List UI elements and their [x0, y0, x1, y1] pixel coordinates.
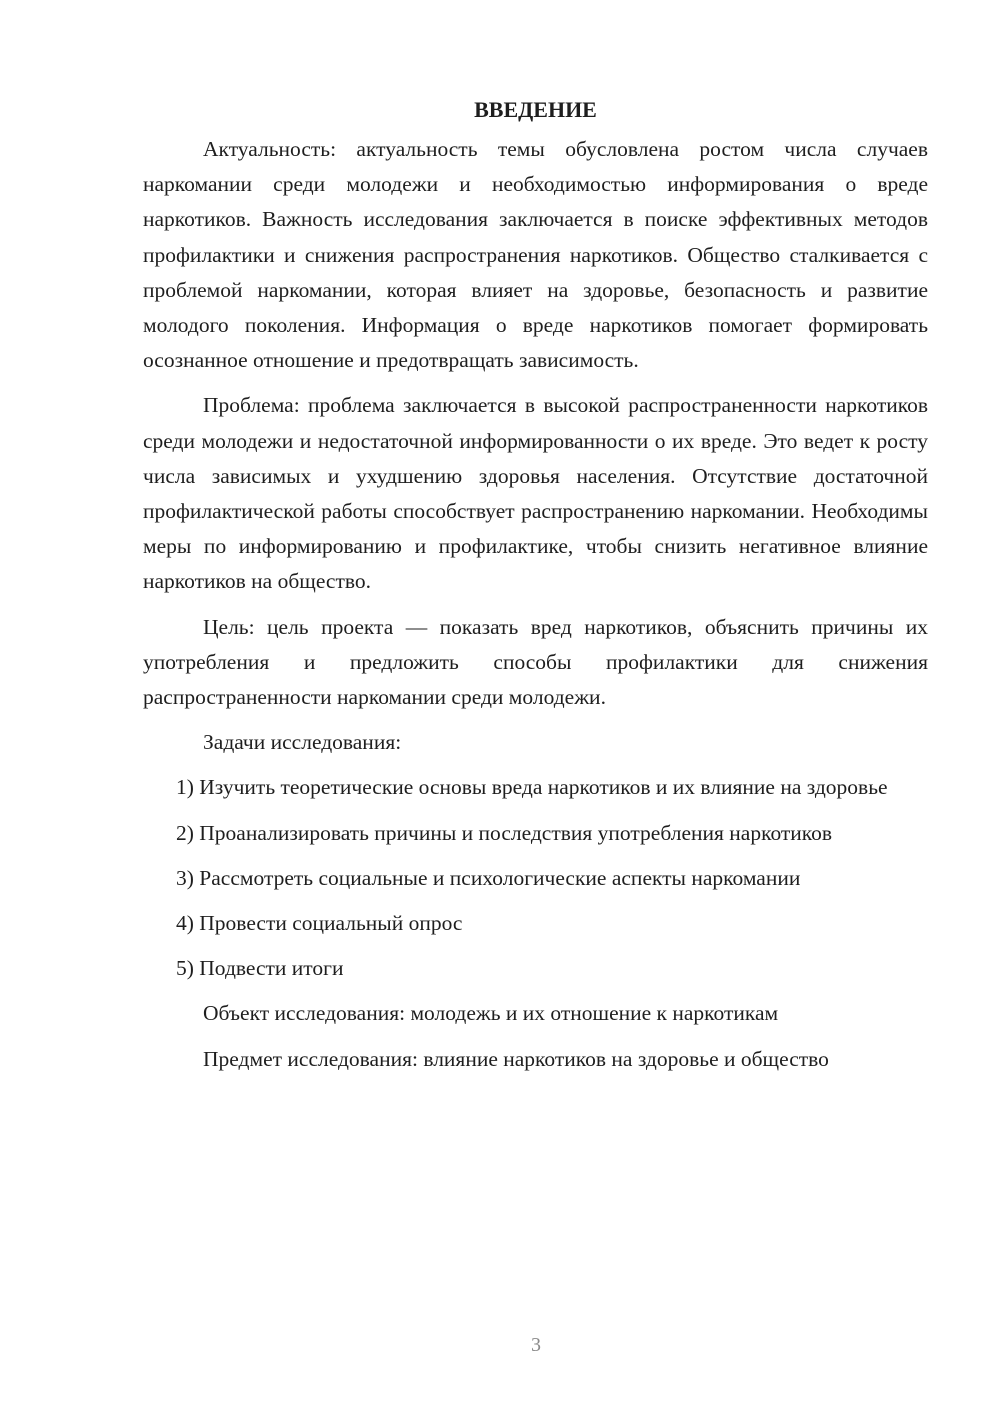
- document-page: [143, 92, 928, 1077]
- page-number: 3: [531, 1334, 541, 1356]
- subject-paragraph: Предмет исследования: влияние наркотиков на здоровье и общество: [203, 1046, 829, 1071]
- task-item-4: 4) Провести социальный опрос: [176, 911, 463, 936]
- task-item-3: 3) Рассмотреть социальные и психологические аспекты наркомании: [176, 865, 801, 890]
- problem-paragraph: Проблема: проблема заключается в высокой распространенности наркотиков среди молодежи и недостаточной информированности о их вреде. Это ведет к росту числа зависимых и ухудшению здоровья населения. Отсутствие достаточной профилактической работы способствует распространению наркомании. Необходимы меры по информированию и профилактике, чтобы снизить негативное влияние наркотиков на общество.: [143, 393, 928, 594]
- relevance-paragraph: Актуальность: актуальность темы обусловлена ростом числа случаев наркомании среди молодежи и необходимостью информирования о вреде наркотиков. Важность исследования заключается в поиске эффективных методов профилактики и снижения распространения наркотиков. Общество сталкивается с проблемой наркомании, которая влияет на здоровье, безопасность и развитие молодого поколения. Информация о вреде наркотиков помогает формировать осознанное отношение и предотвращать зависимость.: [143, 137, 928, 373]
- task-item-2: 2) Проанализировать причины и последствия употребления наркотиков: [176, 820, 833, 845]
- task-item-1: 1) Изучить теоретические основы вреда наркотиков и их влияние на здоровье: [176, 775, 888, 800]
- object-paragraph: Объект исследования: молодежь и их отношение к наркотикам: [203, 1001, 779, 1026]
- goal-paragraph: Цель: цель проекта — показать вред наркотиков, объяснить причины их употребления и предложить способы профилактики для снижения распространенности наркомании среди молодежи.: [143, 614, 928, 710]
- page-title: ВВЕДЕНИЕ: [474, 97, 597, 122]
- task-item-5: 5) Подвести итоги: [176, 956, 344, 981]
- tasks-title: Задачи исследования:: [203, 730, 402, 755]
